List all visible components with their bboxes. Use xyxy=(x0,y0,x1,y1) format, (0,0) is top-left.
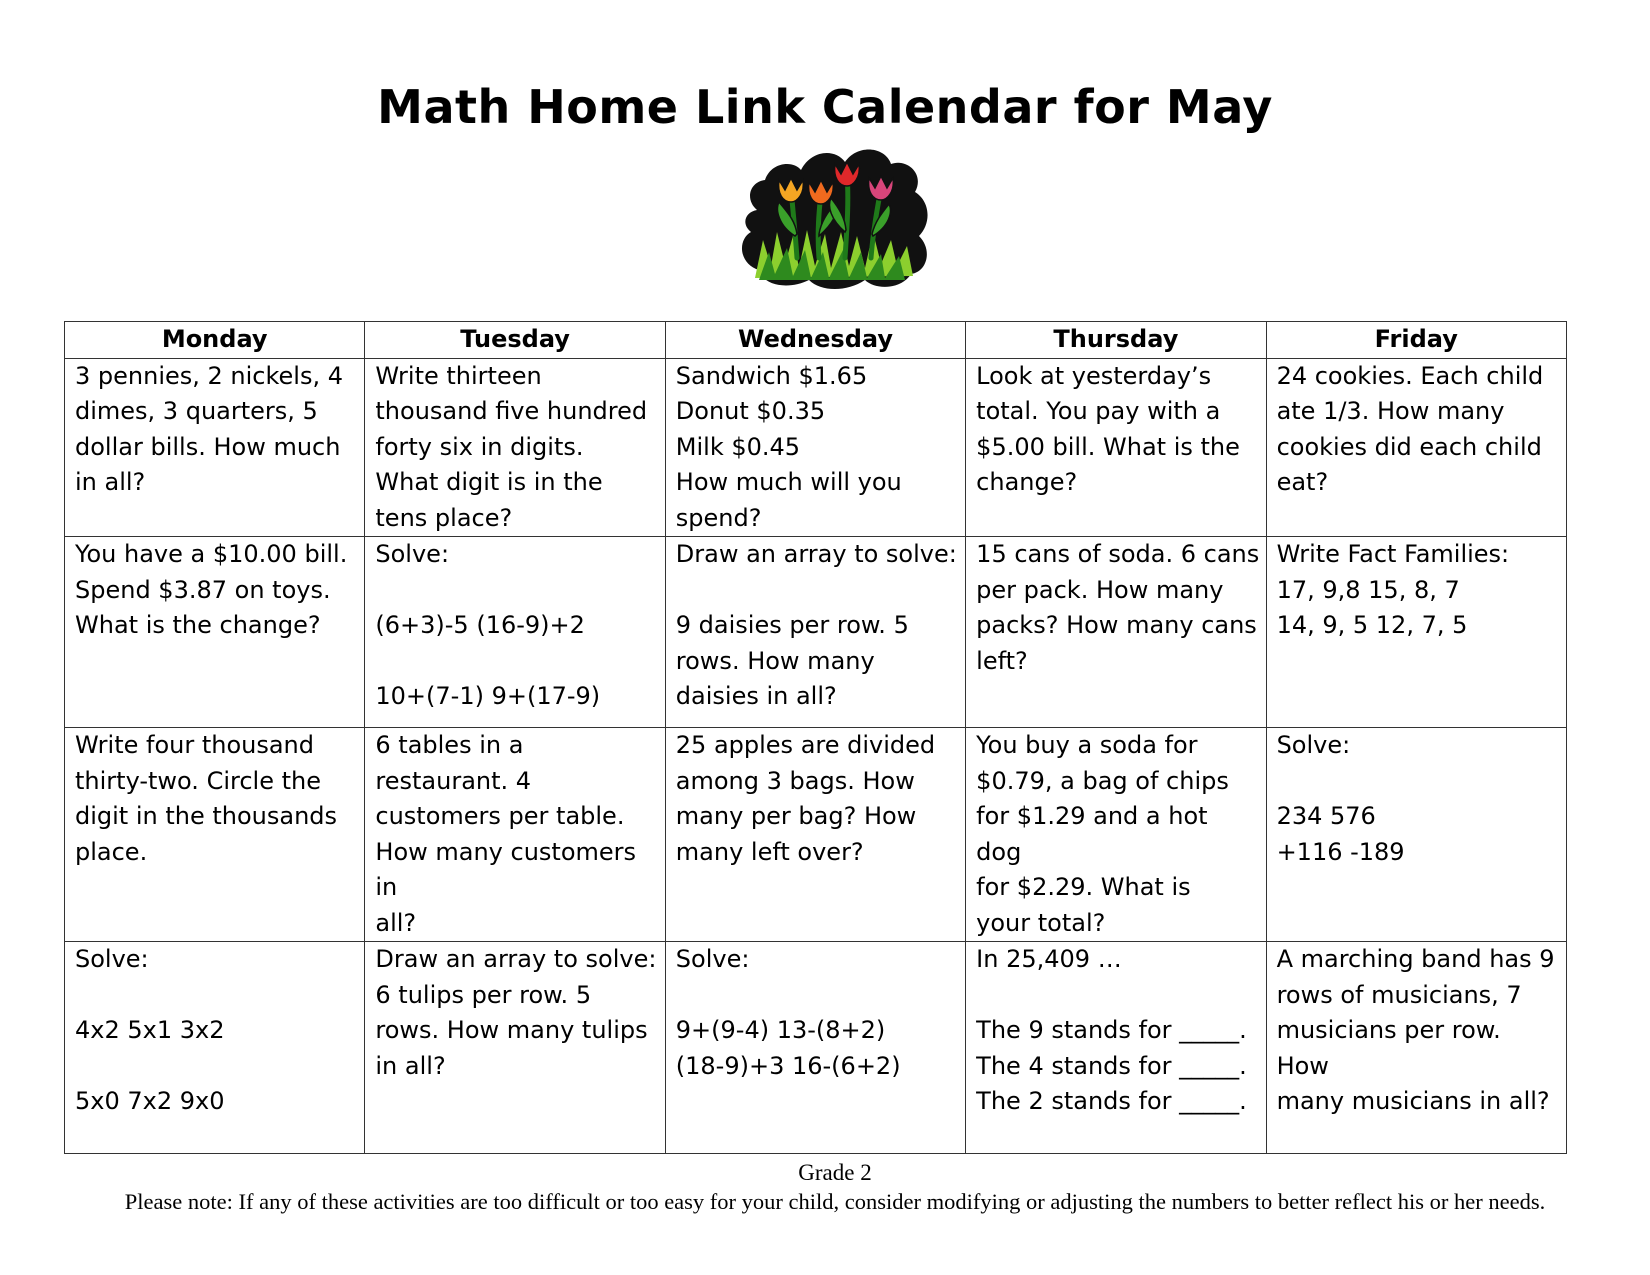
header-thursday: Thursday xyxy=(966,322,1266,359)
tulips-clipart-graphic xyxy=(735,140,935,292)
header-monday: Monday xyxy=(65,322,365,359)
cell-text: 3 pennies, 2 nickels, 4 dimes, 3 quarters, 5 dollar bills. How much in all? xyxy=(75,361,343,496)
calendar-cell xyxy=(365,358,665,537)
calendar-cell xyxy=(966,942,1266,1154)
cell-text: In 25,409 … The 9 stands for _____. The 4 stands for _____. The 2 stands for _____. xyxy=(976,945,1247,1115)
header-friday: Friday xyxy=(1266,322,1566,359)
cell-text: Write four thousand thirty-two. Circle the digit in the thousands place. xyxy=(75,731,338,866)
cell-text: Solve: 4x2 5x1 3x2 5x0 7x2 9x0 xyxy=(75,945,225,1115)
cell-text: 25 apples are divided among 3 bags. How many per bag? How many left over? xyxy=(675,731,936,866)
calendar-table xyxy=(64,321,1567,1154)
header-tuesday: Tuesday xyxy=(365,322,665,359)
calendar-cell xyxy=(1266,358,1566,537)
calendar-week-row xyxy=(65,942,1567,1154)
calendar-cell xyxy=(365,537,665,728)
header-wednesday: Wednesday xyxy=(665,322,965,359)
cell-text: 15 cans of soda. 6 cans per pack. How many packs? How many cans left? xyxy=(976,540,1260,675)
calendar-cell xyxy=(65,537,365,728)
calendar-week-row xyxy=(65,358,1567,537)
cell-text: Write thirteen thousand five hundred forty six in digits. What digit is in the tens place? xyxy=(375,361,648,532)
calendar-week-row xyxy=(65,537,1567,728)
cell-text: You buy a soda for $0.79, a bag of chips for $1.29 and a hot dog for $2.29. What is your total? xyxy=(976,731,1229,937)
cell-text: Look at yesterday’s total. You pay with a $5.00 bill. What is the change? xyxy=(976,361,1240,496)
calendar-cell xyxy=(65,942,365,1154)
calendar-cell xyxy=(966,358,1266,537)
calendar-cell xyxy=(665,358,965,537)
calendar-header-row xyxy=(65,322,1567,359)
cell-text: 6 tables in a restaurant. 4 customers per table. How many customers in all? xyxy=(375,731,637,937)
calendar-cell xyxy=(65,728,365,942)
calendar-week-row xyxy=(65,728,1567,942)
cell-text: Write Fact Families: 17, 9,8 15, 8, 7 14, 9, 5 12, 7, 5 xyxy=(1276,540,1510,639)
calendar-cell xyxy=(966,537,1266,728)
calendar-cell xyxy=(1266,728,1566,942)
cell-text: Draw an array to solve: 9 daisies per row. 5 rows. How many daisies in all? xyxy=(675,540,957,710)
cell-text: Sandwich $1.65 Donut $0.35 Milk $0.45 How much will you spend? xyxy=(675,361,902,532)
cell-text: Draw an array to solve: 6 tulips per row. 5 rows. How many tulips in all? xyxy=(375,945,657,1080)
calendar-cell xyxy=(966,728,1266,942)
cell-text: A marching band has 9 rows of musicians, 7 musicians per row. How many musicians in all? xyxy=(1276,945,1555,1115)
cell-text: Solve: 234 576 +116 -189 xyxy=(1276,731,1405,866)
cell-text: Solve: 9+(9-4) 13-(8+2) (18-9)+3 16-(6+2) xyxy=(675,945,901,1080)
cell-text: 24 cookies. Each child ate 1/3. How many cookies did each child eat? xyxy=(1276,361,1544,496)
calendar-cell xyxy=(65,358,365,537)
grade-label: Grade 2 xyxy=(798,1160,872,1185)
page-title: Math Home Link Calendar for May xyxy=(377,80,1273,134)
calendar-cell xyxy=(665,942,965,1154)
calendar-cell xyxy=(665,728,965,942)
cell-text: You have a $10.00 bill. Spend $3.87 on toys. What is the change? xyxy=(75,540,348,639)
calendar-cell xyxy=(1266,942,1566,1154)
parent-note: Please note: If any of these activities are too difficult or too easy for your child, consider modifying or adjusting the numbers to better reflect his or her needs. xyxy=(124,1189,1546,1214)
tulips-clipart-icon xyxy=(735,140,935,292)
cell-text: Solve: (6+3)-5 (16-9)+2 10+(7-1) 9+(17-9) xyxy=(375,540,601,710)
calendar-cell xyxy=(365,942,665,1154)
calendar-cell xyxy=(365,728,665,942)
calendar-cell xyxy=(665,537,965,728)
calendar-cell xyxy=(1266,537,1566,728)
